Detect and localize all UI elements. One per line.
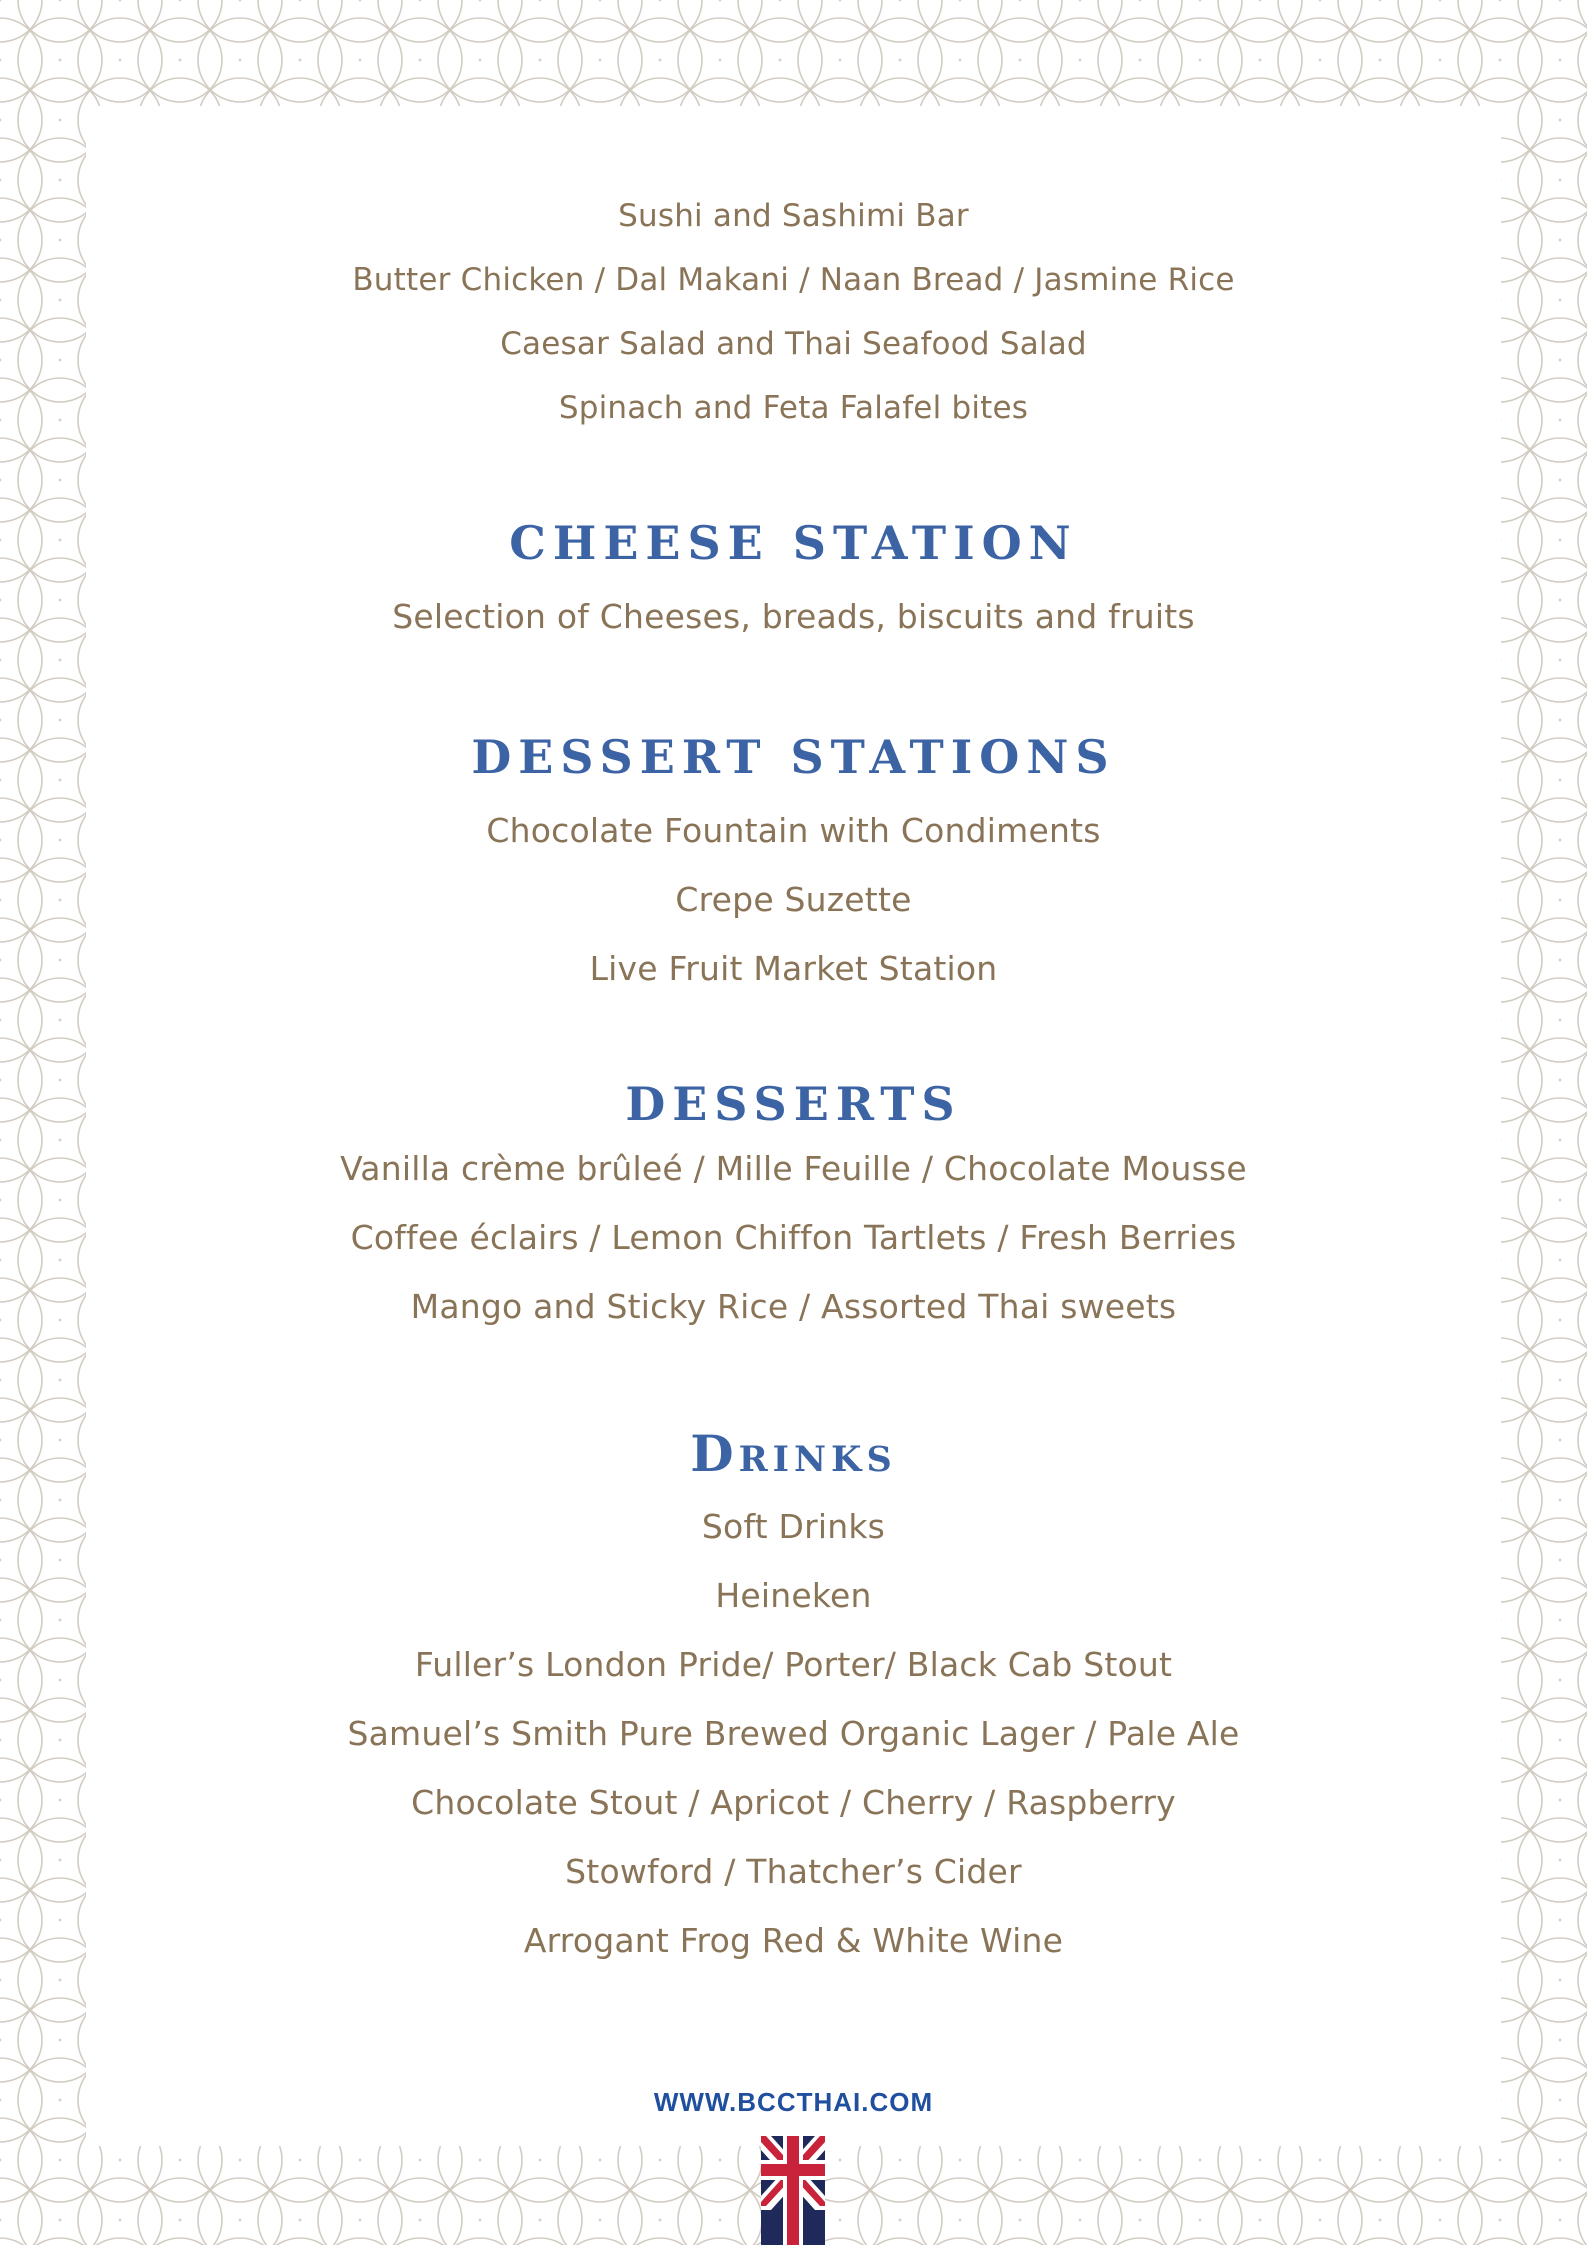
menu-item: Chocolate Fountain with Condiments: [486, 811, 1101, 850]
website-link[interactable]: WWW.BCCTHAI.COM: [653, 2087, 934, 2117]
section-heading-cheese-station: CHEESE STATION: [509, 516, 1078, 570]
menu-item: Live Fruit Market Station: [589, 949, 998, 988]
menu-item: Butter Chicken / Dal Makani / Naan Bread / Jasmine Rice: [352, 262, 1235, 298]
menu-item: Selection of Cheeses, breads, biscuits and fruits: [392, 597, 1195, 636]
menu-item: Vanilla crème brûleé / Mille Feuille / Chocolate Mousse: [340, 1149, 1247, 1188]
menu-item: Samuel’s Smith Pure Brewed Organic Lager / Pale Ale: [347, 1714, 1240, 1753]
section-heading-drinks: Drinks: [690, 1424, 897, 1483]
menu-item: Coffee éclairs / Lemon Chiffon Tartlets / Fresh Berries: [350, 1218, 1237, 1257]
menu-item: Spinach and Feta Falafel bites: [558, 390, 1029, 426]
section-heading-dessert-stations: DESSERT STATIONS: [471, 730, 1116, 784]
menu-item: Caesar Salad and Thai Seafood Salad: [500, 326, 1087, 362]
menu-item: Soft Drinks: [701, 1507, 886, 1546]
union-jack-flag-icon: [761, 2136, 825, 2245]
menu-item: Chocolate Stout / Apricot / Cherry / Raspberry: [411, 1783, 1176, 1822]
menu-item: Mango and Sticky Rice / Assorted Thai sweets: [410, 1287, 1177, 1326]
menu-item: Crepe Suzette: [675, 880, 912, 919]
menu-item: Sushi and Sashimi Bar: [618, 198, 969, 234]
menu-item: Heineken: [715, 1576, 872, 1615]
menu-item: Stowford / Thatcher’s Cider: [565, 1852, 1022, 1891]
menu-item: Arrogant Frog Red & White Wine: [523, 1921, 1064, 1960]
section-heading-desserts: DESSERTS: [625, 1077, 962, 1131]
menu-item: Fuller’s London Pride/ Porter/ Black Cab Stout: [414, 1645, 1173, 1684]
